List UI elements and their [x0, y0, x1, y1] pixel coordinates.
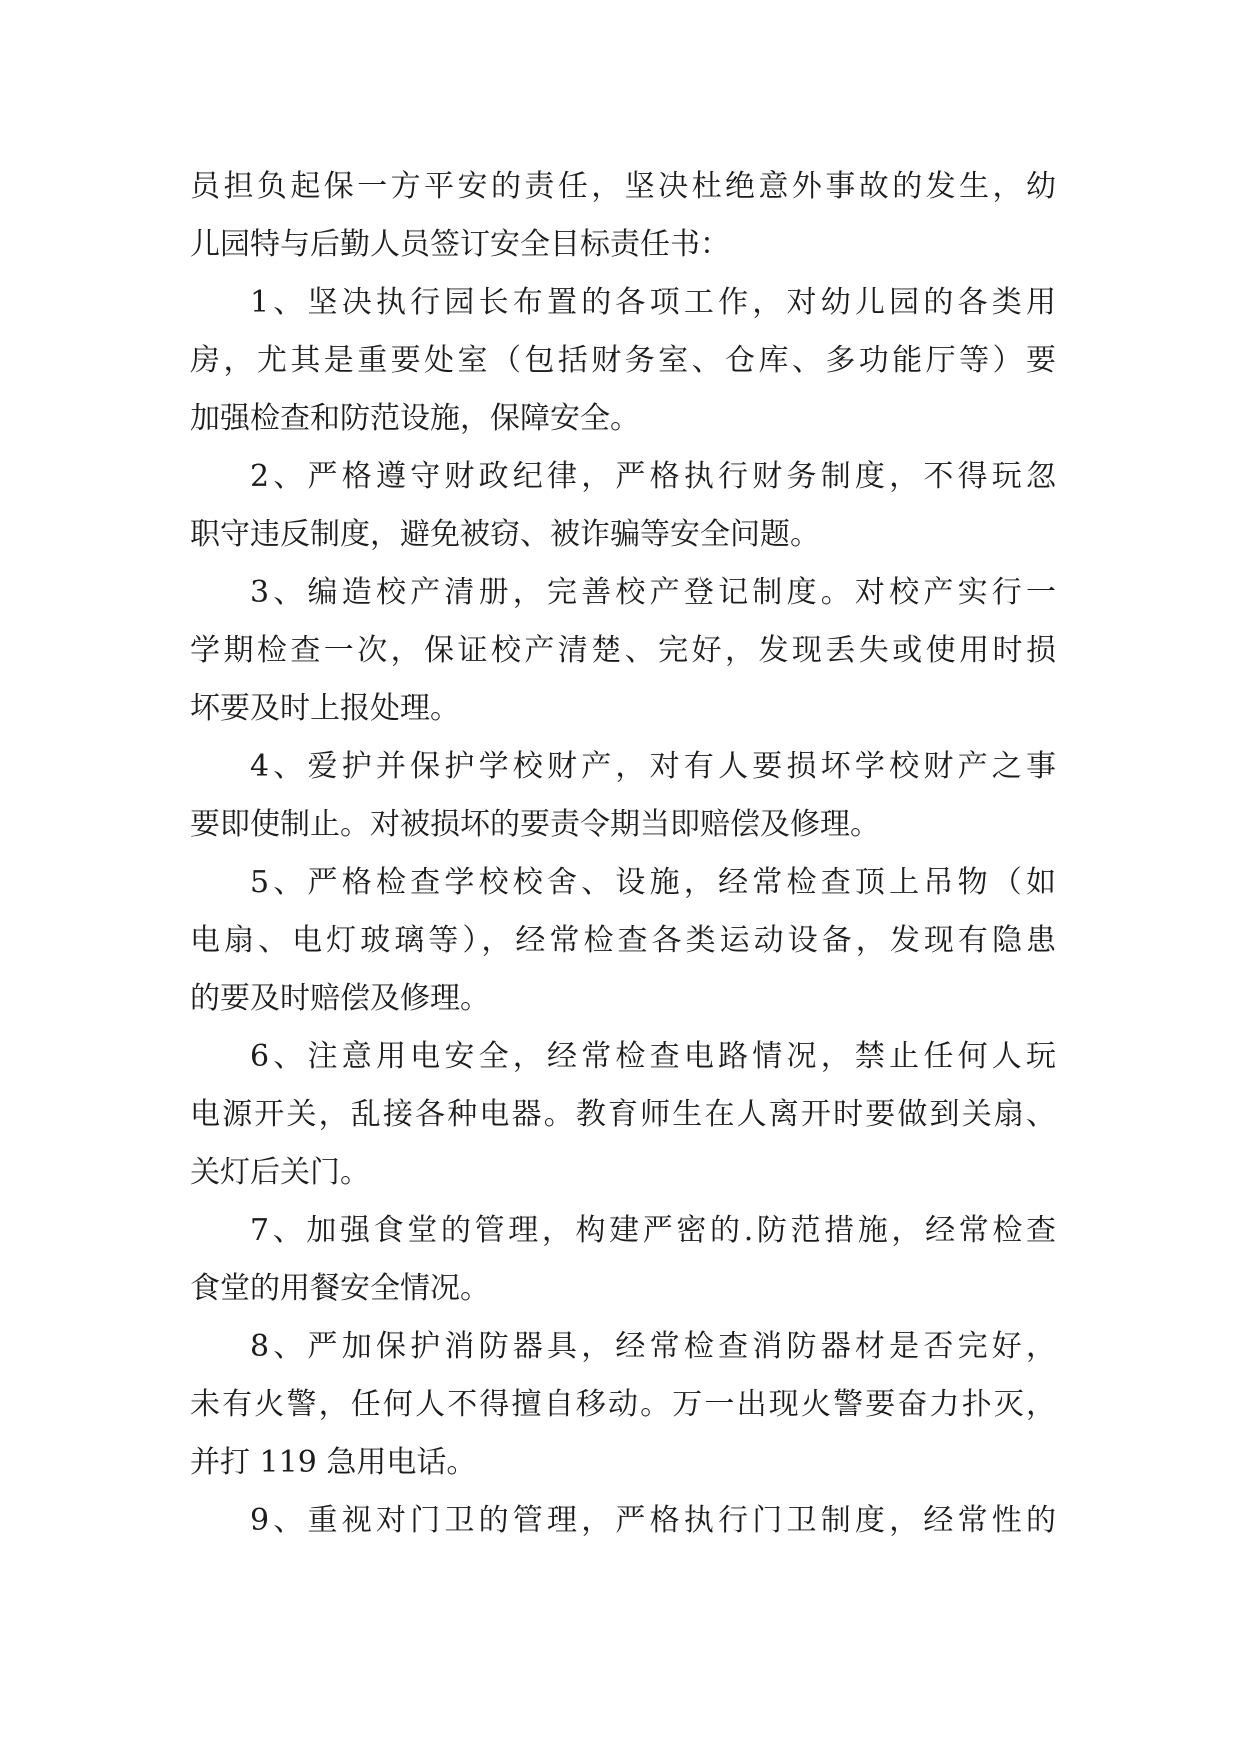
- text-line: 并打 119 急用电话。: [190, 1445, 477, 1480]
- text-line: 加强检查和防范设施，保障安全。: [190, 401, 640, 436]
- document-body: [190, 158, 1056, 1550]
- text-line: 职守违反制度，避免被窃、被诈骗等安全问题。: [190, 517, 820, 552]
- text-line: 食堂的用餐安全情况。: [190, 1271, 490, 1306]
- text-line: 6、注意用电安全，经常检查电路情况，禁止任何人玩: [250, 1039, 1056, 1074]
- text-line: 5、严格检查学校校舍、设施，经常检查顶上吊物（如: [250, 865, 1056, 900]
- text-line: 学期检查一次，保证校产清楚、完好，发现丢失或使用时损: [190, 633, 1056, 668]
- text-line: 的要及时赔偿及修理。: [190, 981, 490, 1016]
- text-line: 7、加强食堂的管理，构建严密的.防范措施，经常检查: [250, 1213, 1056, 1248]
- text-line: 关灯后关门。: [190, 1155, 370, 1190]
- text-line: 要即使制止。对被损坏的要责令期当即赔偿及修理。: [190, 807, 880, 842]
- text-line: 4、爱护并保护学校财产，对有人要损坏学校财产之事: [250, 749, 1056, 784]
- text-line: 8、严加保护消防器具，经常检查消防器材是否完好，: [250, 1329, 1056, 1364]
- text-line: 2、严格遵守财政纪律，严格执行财务制度，不得玩忽: [250, 459, 1056, 494]
- text-line: 员担负起保一方平安的责任，坚决杜绝意外事故的发生，幼: [190, 169, 1056, 204]
- text-line: 未有火警，任何人不得擅自移动。万一出现火警要奋力扑灭，: [190, 1387, 1056, 1422]
- text-line: 9、重视对门卫的管理，严格执行门卫制度，经常性的: [250, 1503, 1056, 1538]
- text-line: 坏要及时上报处理。: [190, 691, 460, 726]
- text-line: 电源开关，乱接各种电器。教育师生在人离开时要做到关扇、: [190, 1097, 1056, 1132]
- text-line: 3、编造校产清册，完善校产登记制度。对校产实行一: [250, 575, 1056, 610]
- text-line: 电扇、电灯玻璃等），经常检查各类运动设备，发现有隐患: [190, 923, 1056, 958]
- text-line: 房，尤其是重要处室（包括财务室、仓库、多功能厅等）要: [190, 343, 1056, 378]
- text-line: 1、坚决执行园长布置的各项工作，对幼儿园的各类用: [250, 285, 1056, 320]
- text-line: 儿园特与后勤人员签订安全目标责任书：: [190, 227, 730, 262]
